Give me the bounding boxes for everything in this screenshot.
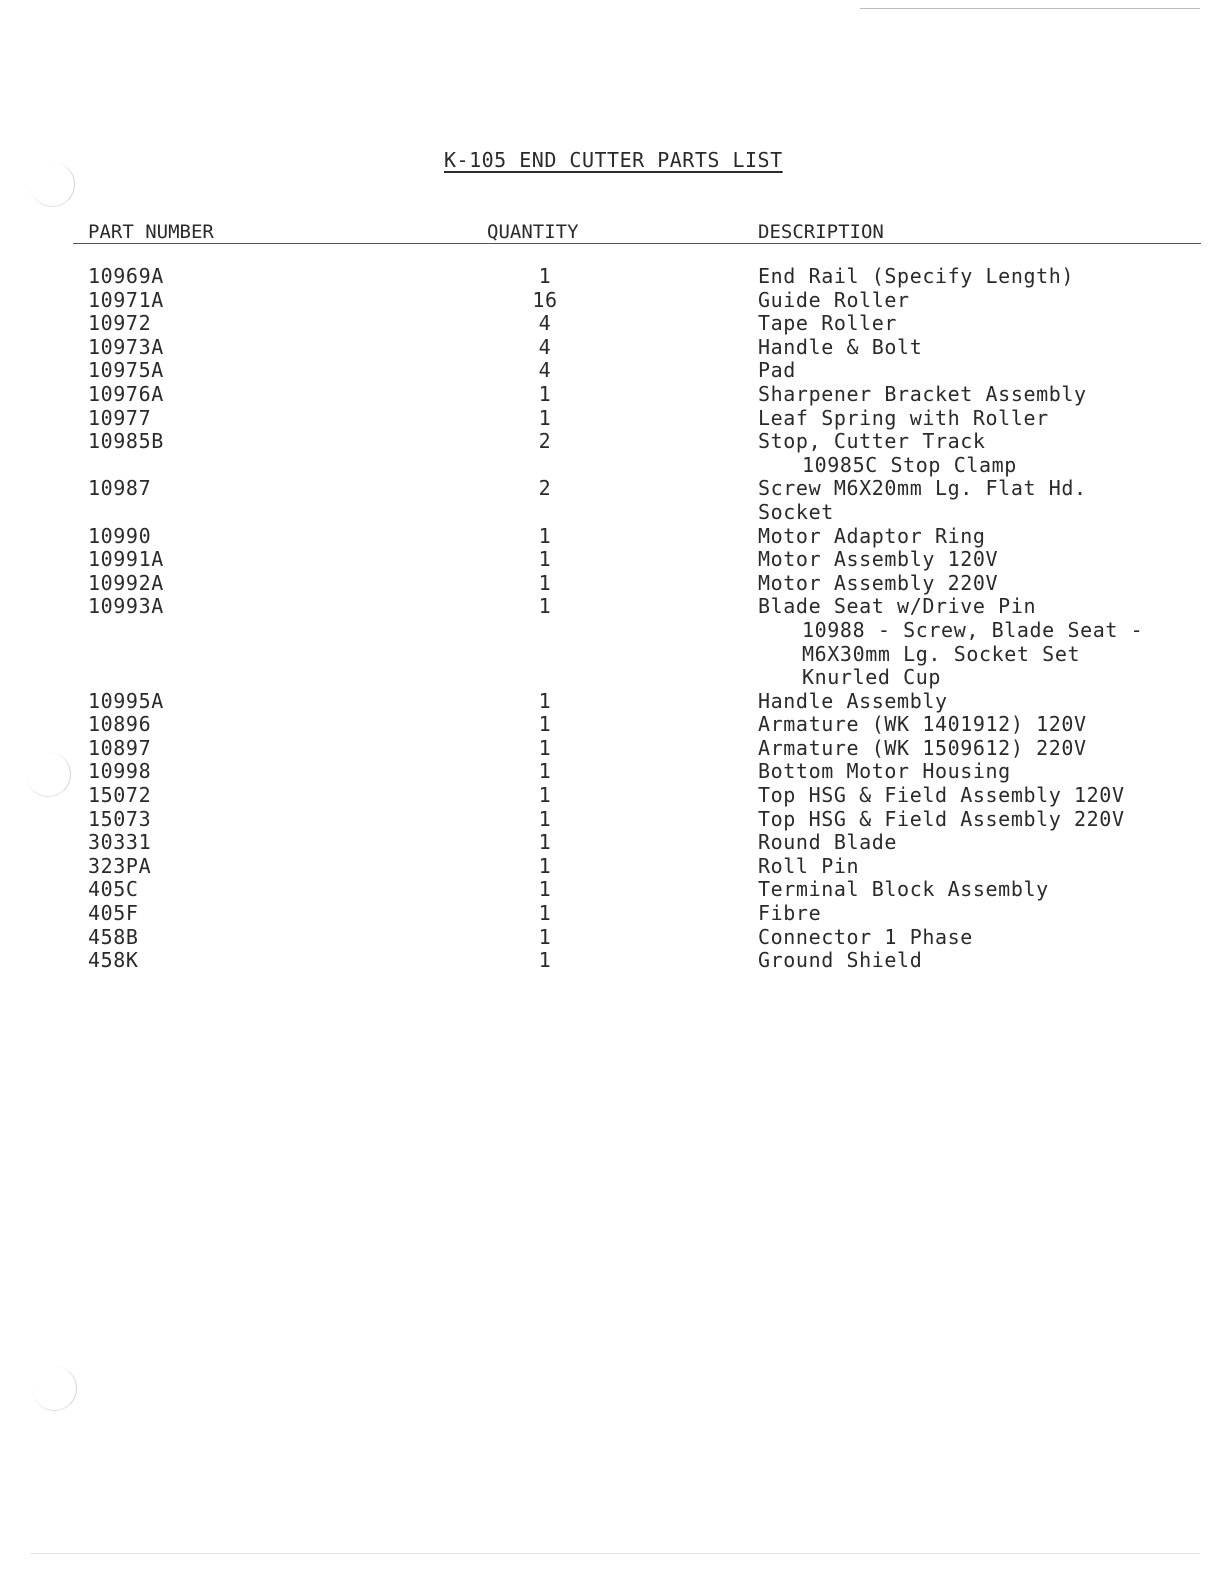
description-line: Motor Assembly 220V bbox=[758, 570, 999, 595]
part-number-cell: 323PA bbox=[88, 853, 152, 878]
description-line: Fibre bbox=[758, 901, 822, 926]
part-number-cell: 10969A bbox=[88, 264, 164, 288]
quantity-cell: 1 bbox=[538, 806, 552, 831]
description-cell bbox=[758, 312, 1224, 336]
part-number-cell: 30331 bbox=[88, 830, 152, 855]
table-row bbox=[0, 477, 1224, 524]
description-line: Motor Adaptor Ring bbox=[758, 523, 986, 548]
part-number-cell: 10991A bbox=[88, 547, 164, 572]
description-line: Handle Assembly bbox=[758, 688, 948, 713]
table-row bbox=[0, 265, 1224, 289]
sub-component-line: M6X30mm Lg. Socket Set bbox=[802, 641, 1081, 666]
scan-edge-line bbox=[860, 8, 1200, 9]
quantity-cell: 1 bbox=[538, 759, 552, 784]
description-line: Top HSG & Field Assembly 220V bbox=[758, 806, 1125, 831]
punch-hole bbox=[30, 162, 75, 207]
description-line: Stop, Cutter Track bbox=[758, 429, 986, 454]
description-line: Round Blade bbox=[758, 830, 898, 855]
description-line: Socket bbox=[758, 499, 834, 524]
description-line: Armature (WK 1509612) 220V bbox=[758, 735, 1087, 760]
quantity-cell: 1 bbox=[538, 594, 552, 619]
description-line: Bottom Motor Housing bbox=[758, 759, 1011, 784]
table-row bbox=[0, 760, 1224, 784]
column-header-description: DESCRIPTION bbox=[758, 221, 884, 243]
description-cell bbox=[758, 572, 1224, 596]
header-divider bbox=[73, 243, 1201, 244]
quantity-cell: 16 bbox=[532, 287, 558, 312]
quantity-cell: 2 bbox=[538, 429, 552, 454]
description-line: Blade Seat w/Drive Pin bbox=[758, 594, 1037, 619]
description-line: Armature (WK 1401912) 120V bbox=[758, 712, 1087, 737]
description-cell bbox=[758, 336, 1224, 360]
part-number-cell: 10998 bbox=[88, 759, 152, 784]
part-number-cell: 458K bbox=[88, 948, 139, 973]
description-cell bbox=[758, 407, 1224, 431]
table-row bbox=[0, 808, 1224, 832]
table-row bbox=[0, 359, 1224, 383]
description-cell bbox=[758, 902, 1224, 926]
quantity-cell: 1 bbox=[538, 264, 552, 288]
table-row bbox=[0, 855, 1224, 879]
table-row bbox=[0, 312, 1224, 336]
quantity-cell: 4 bbox=[538, 311, 552, 336]
quantity-cell: 1 bbox=[538, 547, 552, 572]
description-cell bbox=[758, 690, 1224, 714]
sub-component-line: 10988 - Screw, Blade Seat - bbox=[802, 617, 1144, 642]
description-line: Pad bbox=[758, 358, 796, 383]
part-number-cell: 10971A bbox=[88, 287, 164, 312]
part-number-cell: 405F bbox=[88, 901, 139, 926]
table-row bbox=[0, 407, 1224, 431]
part-number-cell: 15073 bbox=[88, 806, 152, 831]
quantity-cell: 1 bbox=[538, 830, 552, 855]
description-cell bbox=[758, 831, 1224, 855]
table-row bbox=[0, 595, 1224, 689]
part-number-cell: 10976A bbox=[88, 381, 164, 406]
quantity-cell: 1 bbox=[538, 381, 552, 406]
table-row bbox=[0, 902, 1224, 926]
description-cell bbox=[758, 808, 1224, 832]
quantity-cell: 1 bbox=[538, 688, 552, 713]
part-number-cell: 10975A bbox=[88, 358, 164, 383]
description-cell bbox=[758, 926, 1224, 950]
table-row bbox=[0, 336, 1224, 360]
part-number-cell: 458B bbox=[88, 924, 139, 949]
table-row bbox=[0, 525, 1224, 549]
description-cell bbox=[758, 383, 1224, 407]
table-row bbox=[0, 878, 1224, 902]
description-cell bbox=[758, 855, 1224, 879]
description-line: Sharpener Bracket Assembly bbox=[758, 381, 1087, 406]
table-row bbox=[0, 713, 1224, 737]
part-number-cell: 15072 bbox=[88, 783, 152, 808]
table-row bbox=[0, 949, 1224, 973]
column-header-quantity: QUANTITY bbox=[487, 221, 579, 243]
page-title: K-105 END CUTTER PARTS LIST bbox=[444, 148, 783, 172]
table-row bbox=[0, 926, 1224, 950]
quantity-cell: 1 bbox=[538, 853, 552, 878]
part-number-cell: 10987 bbox=[88, 476, 152, 501]
part-number-cell: 10897 bbox=[88, 735, 152, 760]
description-line: Handle & Bolt bbox=[758, 334, 923, 359]
description-line: Tape Roller bbox=[758, 311, 898, 336]
scan-edge-line bbox=[30, 1553, 1200, 1554]
quantity-cell: 4 bbox=[538, 358, 552, 383]
description-line: Top HSG & Field Assembly 120V bbox=[758, 783, 1125, 808]
description-cell bbox=[758, 713, 1224, 737]
part-number-cell: 10896 bbox=[88, 712, 152, 737]
description-line: Ground Shield bbox=[758, 948, 923, 973]
description-cell bbox=[758, 595, 1224, 689]
description-line: Motor Assembly 120V bbox=[758, 547, 999, 572]
description-cell bbox=[758, 359, 1224, 383]
part-number-cell: 405C bbox=[88, 877, 139, 902]
quantity-cell: 1 bbox=[538, 570, 552, 595]
description-cell bbox=[758, 289, 1224, 313]
part-number-cell: 10977 bbox=[88, 405, 152, 430]
description-cell bbox=[758, 548, 1224, 572]
table-row bbox=[0, 690, 1224, 714]
punch-hole bbox=[32, 1366, 77, 1411]
table-row bbox=[0, 572, 1224, 596]
parts-table bbox=[0, 265, 1224, 973]
column-header-part-number: PART NUMBER bbox=[88, 221, 214, 243]
description-cell bbox=[758, 477, 1224, 524]
description-line: End Rail (Specify Length) bbox=[758, 264, 1075, 288]
quantity-cell: 1 bbox=[538, 877, 552, 902]
description-line: Guide Roller bbox=[758, 287, 910, 312]
description-cell bbox=[758, 760, 1224, 784]
description-cell bbox=[758, 430, 1224, 477]
description-line: Terminal Block Assembly bbox=[758, 877, 1049, 902]
quantity-cell: 1 bbox=[538, 948, 552, 973]
part-number-cell: 10973A bbox=[88, 334, 164, 359]
quantity-cell: 2 bbox=[538, 476, 552, 501]
quantity-cell: 1 bbox=[538, 735, 552, 760]
description-cell bbox=[758, 737, 1224, 761]
description-line: Roll Pin bbox=[758, 853, 860, 878]
part-number-cell: 10993A bbox=[88, 594, 164, 619]
table-row bbox=[0, 289, 1224, 313]
part-number-cell: 10992A bbox=[88, 570, 164, 595]
description-cell bbox=[758, 949, 1224, 973]
sub-component-line: 10985C Stop Clamp bbox=[802, 452, 1017, 477]
part-number-cell: 10990 bbox=[88, 523, 152, 548]
part-number-cell: 10985B bbox=[88, 429, 164, 454]
part-number-cell: 10972 bbox=[88, 311, 152, 336]
description-cell bbox=[758, 265, 1224, 289]
description-cell bbox=[758, 784, 1224, 808]
quantity-cell: 1 bbox=[538, 712, 552, 737]
description-line: Leaf Spring with Roller bbox=[758, 405, 1049, 430]
quantity-cell: 1 bbox=[538, 783, 552, 808]
description-cell bbox=[758, 525, 1224, 549]
table-row bbox=[0, 737, 1224, 761]
sub-component-line: Knurled Cup bbox=[802, 665, 942, 690]
part-number-cell: 10995A bbox=[88, 688, 164, 713]
quantity-cell: 1 bbox=[538, 901, 552, 926]
table-row bbox=[0, 383, 1224, 407]
quantity-cell: 1 bbox=[538, 405, 552, 430]
quantity-cell: 1 bbox=[538, 924, 552, 949]
table-row bbox=[0, 784, 1224, 808]
description-line: Connector 1 Phase bbox=[758, 924, 973, 949]
description-line: Screw M6X20mm Lg. Flat Hd. bbox=[758, 476, 1087, 501]
quantity-cell: 1 bbox=[538, 523, 552, 548]
table-row bbox=[0, 831, 1224, 855]
table-row bbox=[0, 430, 1224, 477]
description-cell bbox=[758, 878, 1224, 902]
quantity-cell: 4 bbox=[538, 334, 552, 359]
table-row bbox=[0, 548, 1224, 572]
